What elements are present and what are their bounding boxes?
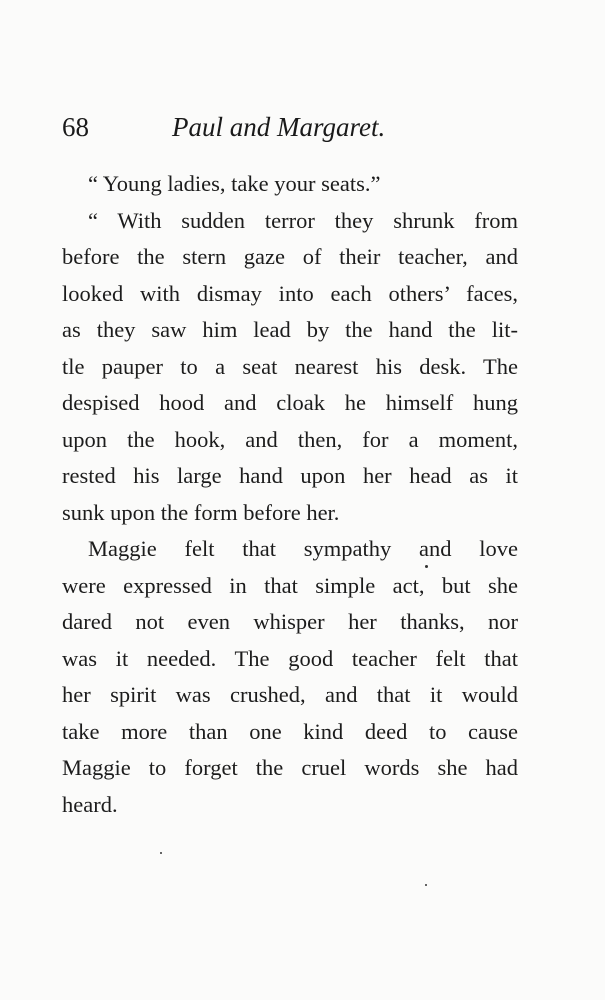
text-line: upon the hook, and then, for a moment, (62, 426, 518, 452)
print-speck (425, 565, 428, 568)
text-line: looked with dismay into each others’ faces, (62, 280, 518, 306)
text-line: despised hood and cloak he himself hung (62, 390, 518, 415)
text-line: take more than one kind deed to cause (62, 718, 518, 744)
text-line: as they saw him lead by the hand the lit- (62, 317, 518, 342)
print-speck (160, 852, 162, 854)
text-line: was it needed. The good teacher felt that (62, 645, 518, 671)
page-header (62, 112, 522, 148)
text-line: “ Young ladies, take your seats.” (88, 171, 381, 196)
text-line: dared not even whisper her thanks, nor (62, 609, 518, 634)
running-title: Paul and Margaret. (172, 112, 386, 142)
page-number: 68 (62, 112, 89, 142)
body-text (62, 166, 518, 823)
text-line: her spirit was crushed, and that it would (62, 682, 518, 707)
text-line: Maggie felt that sympathy and love (88, 536, 518, 561)
text-line: Maggie to forget the cruel words she had (62, 755, 518, 780)
text-line: sunk upon the form before her. (62, 499, 340, 525)
text-line: “ With sudden terror they shrunk from (88, 207, 518, 233)
text-line: heard. (62, 791, 118, 817)
text-line: were expressed in that simple act, but she (62, 572, 518, 598)
print-speck (425, 884, 427, 886)
text-line: tle pauper to a seat nearest his desk. The (62, 353, 518, 379)
text-line: before the stern gaze of their teacher, and (62, 244, 518, 269)
text-line: rested his large hand upon her head as it (62, 463, 518, 488)
